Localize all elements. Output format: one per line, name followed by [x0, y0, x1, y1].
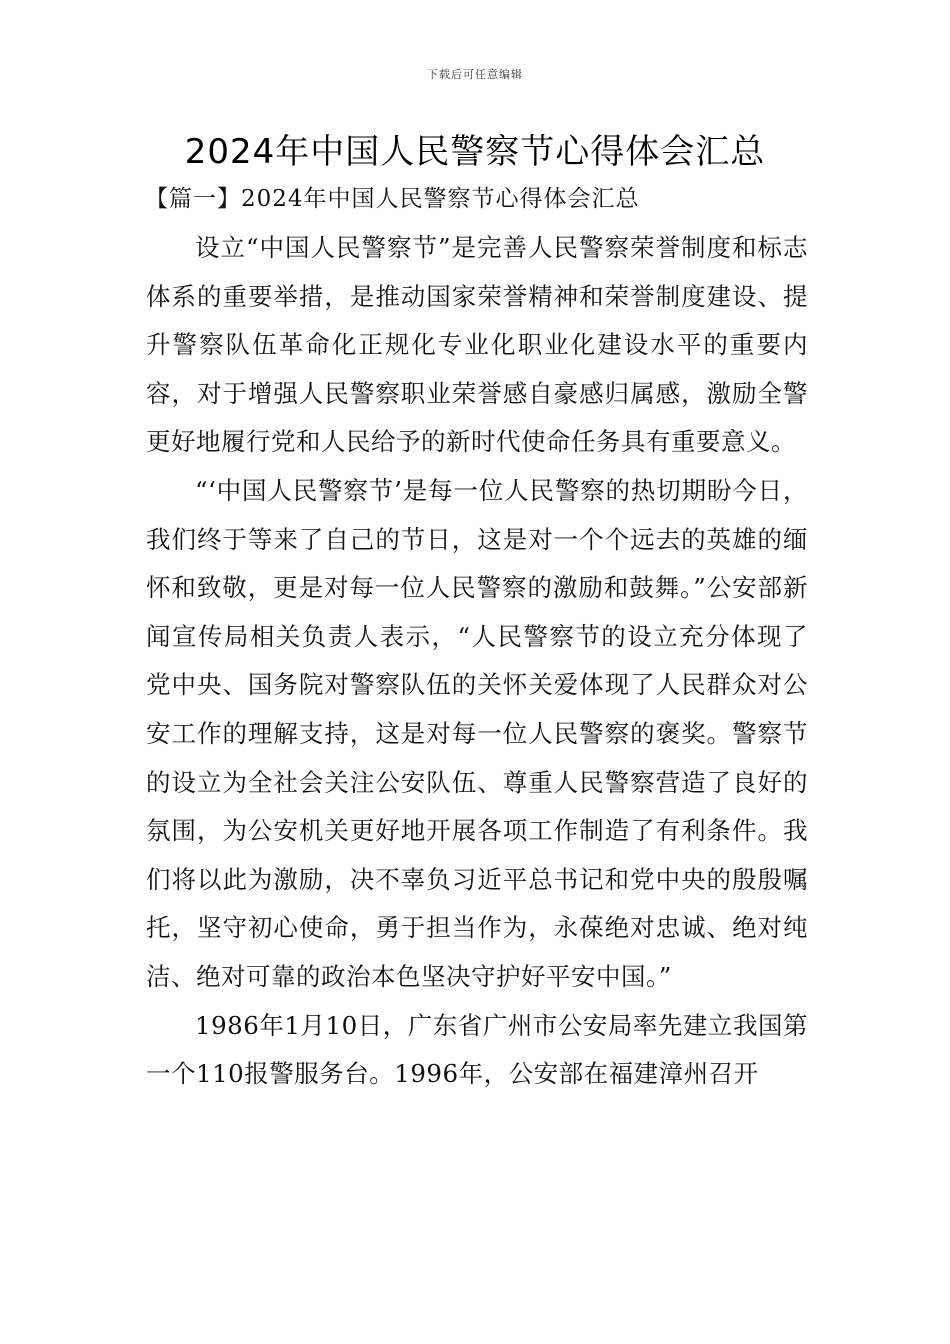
paragraph-2: “‘中国人民警察节’是每一位人民警察的热切期盼今日，我们终于等来了自己的节日，这是对一个个远去的英雄的缅怀和致敬，更是对每一位人民警察的激励和鼓舞。”公安部新闻宣传局相关负责人表示，“人民警察节的设立充分体现了党中央、国务院对警察队伍的关怀关爱体现了人民群众对公安工作的理解支持，这是对每一位人民警察的褒奖。警察节的设立为全社会关注公安队伍、尊重人民警察营造了良好的氛围，为公安机关更好地开展各项工作制造了有利条件。我们将以此为激励，决不辜负习近平总书记和党中央的殷殷嘱托，坚守初心使命，勇于担当作为，永葆绝对忠诚、绝对纯洁、绝对可靠的政治本色坚决守护好平安中国。”: [146, 475, 808, 991]
paragraph-1: 设立“中国人民警察节”是完善人民警察荣誉制度和标志体系的重要举措，是推动国家荣誉精神和荣誉制度建设、提升警察队伍革命化正规化专业化职业化建设水平的重要内容，对于增强人民警察职业荣誉感自豪感归属感，激励全警更好地履行党和人民给予的新时代使命任务具有重要意义。: [146, 233, 808, 457]
header-note: 下载后可任意编辑: [427, 68, 523, 81]
body-text: [146, 224, 808, 1099]
section-heading: 【篇一】2024年中国人民警察节心得体会汇总: [145, 186, 640, 212]
document-title: 2024年中国人民警察节心得体会汇总: [184, 132, 766, 172]
paragraph-3: 1986年1月10日，广东省广州市公安局率先建立我国第一个110报警服务台。1996年，公安部在福建漳州召开: [146, 1010, 808, 1089]
